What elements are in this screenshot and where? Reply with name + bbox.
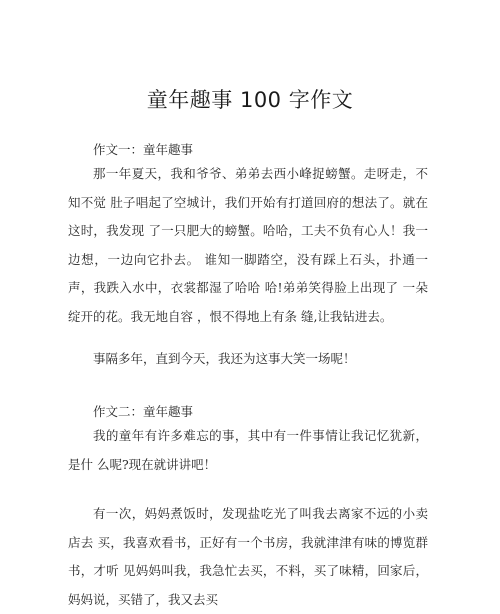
essay1-paragraph1-text: 那一年夏天，我和爷爷、弟弟去西小峰捉螃蟹。走呀走，不知不觉 肚子唱起了空城计，我们开始有打道回府的想法了。就在这时，我发现 了一只肥大的螃蟹。哈哈，工夫不负有心人！我一边想，一边向它扑去。 谁知一脚踏空，没有踩上石头，扑通一声，我跌入水中，衣裳都湿了哈哈 哈!弟弟笑得脸上出现了 一朵绽开的花。我无地自容 ，恨不得地上有条 缝,让我钻进去。 bbox=[68, 166, 428, 324]
essay1-heading: 作文一：童年趣事 bbox=[93, 142, 194, 157]
document-title: 童年趣事 100 字作文 bbox=[146, 88, 354, 112]
essay1-paragraph2: 事隔多年，直到今天，我还为这事大笑一场呢！ bbox=[93, 351, 356, 366]
essay2-paragraph1-text: 我的童年有许多难忘的事，其中有一件事情让我记忆犹新，是什 么呢?现在就讲讲吧！ bbox=[68, 428, 428, 472]
essay1-paragraph1 bbox=[68, 160, 428, 331]
essay2-paragraph2-text: 有一次，妈妈煮饭时，发现盐吃光了叫我去离家不远的小卖店去 买，我喜欢看书，正好有一个书房，我就津津有味的博览群书，才听 见妈妈叫我，我急忙去买，不料，买了味精，回家后，妈妈说，买错了，我又去买 bbox=[68, 506, 428, 607]
essay2-paragraph1 bbox=[68, 422, 428, 479]
essay2-heading: 作文二：童年趣事 bbox=[93, 404, 194, 419]
essay2-paragraph2 bbox=[68, 500, 428, 614]
